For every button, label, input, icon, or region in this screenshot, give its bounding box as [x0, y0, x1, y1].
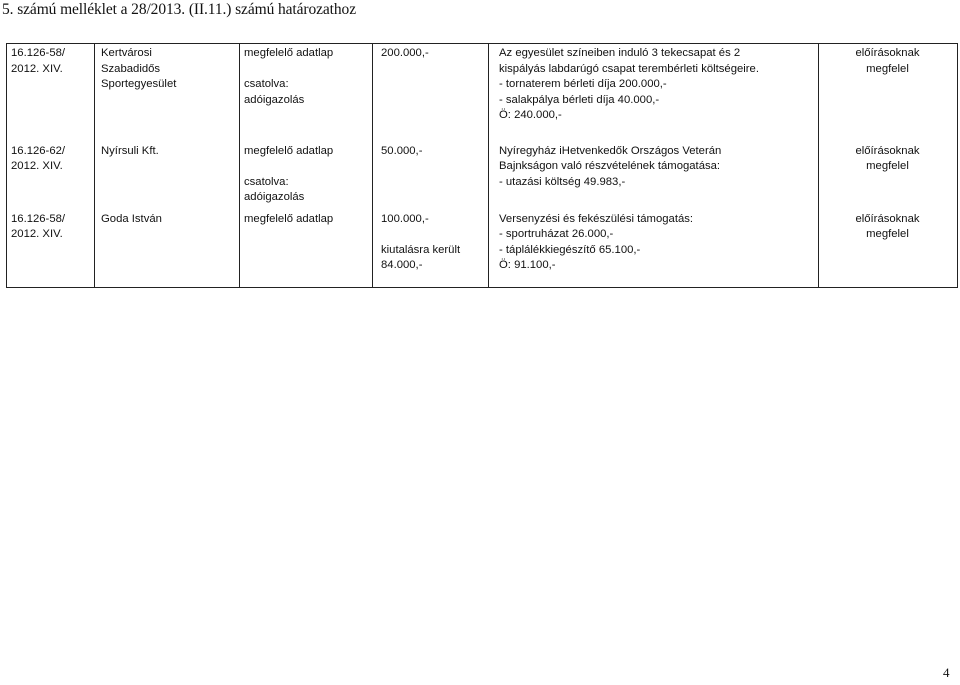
documents-line: csatolva:: [244, 78, 289, 90]
case-number-line: 2012. XIV.: [11, 228, 63, 240]
documents-cell: [240, 212, 373, 288]
table-row: [7, 44, 958, 144]
purpose-line: - sportruházat 26.000,-: [499, 228, 614, 240]
amount-line: kiutalásra került: [381, 243, 461, 256]
grant-table: [6, 43, 958, 288]
amount-line: 100.000,-: [381, 212, 429, 225]
case-number-line: 16.126-62/: [11, 144, 66, 157]
status-line: előírásoknak: [855, 212, 920, 225]
amount-cell: [373, 144, 489, 212]
purpose-line: Versenyzési és fekészülési támogatás:: [499, 212, 694, 225]
purpose-line: - táplálékkiegészítő 65.100,-: [499, 243, 641, 256]
purpose-line: kispályás labdarúgó csapat terembérleti költségeire.: [499, 62, 759, 75]
documents-cell: [240, 44, 373, 144]
case-number-cell: [7, 144, 95, 212]
amount-cell: [373, 44, 489, 144]
status-line: megfelel: [866, 62, 909, 75]
purpose-line: Bajnkságon való részvételének támogatása:: [499, 160, 721, 172]
documents-line: adóigazolás: [244, 93, 305, 106]
purpose-line: Az egyesület színeiben induló 3 tekecsapat és 2: [499, 47, 741, 59]
purpose-line: Nyíregyház iHetvenkedők Országos Veterán: [499, 144, 722, 157]
case-number-line: 2012. XIV.: [11, 62, 63, 75]
amount-line: 84.000,-: [381, 259, 423, 271]
applicant-cell: [95, 212, 240, 288]
applicant-line: Sportegyesület: [101, 78, 177, 90]
status-cell: [819, 144, 958, 212]
purpose-line: Ö: 240.000,-: [499, 109, 562, 121]
purpose-line: - salakpálya bérleti díja 40.000,-: [499, 93, 660, 106]
status-line: előírásoknak: [855, 144, 920, 157]
amount-line: 200.000,-: [381, 47, 429, 59]
purpose-line: - utazási költség 49.983,-: [499, 175, 626, 188]
table-row: [7, 212, 958, 288]
status-cell: [819, 44, 958, 144]
applicant-cell: [95, 144, 240, 212]
status-line: előírásoknak: [855, 47, 920, 59]
documents-line: adóigazolás: [244, 191, 305, 203]
status-line: megfelel: [866, 228, 909, 240]
case-number-cell: [7, 212, 95, 288]
documents-cell: [240, 144, 373, 212]
purpose-cell: [489, 212, 819, 288]
amount-cell: [373, 212, 489, 288]
applicant-line: Goda István: [101, 212, 162, 225]
documents-line: csatolva:: [244, 175, 289, 188]
documents-line: megfelelő adatlap: [244, 144, 334, 157]
table-row: [7, 144, 958, 212]
case-number-line: 2012. XIV.: [11, 160, 63, 172]
case-number-cell: [7, 44, 95, 144]
case-number-line: 16.126-58/: [11, 47, 66, 59]
applicant-line: Nyírsuli Kft.: [101, 144, 159, 157]
status-line: megfelel: [866, 160, 909, 172]
documents-line: megfelelő adatlap: [244, 47, 334, 59]
purpose-cell: [489, 44, 819, 144]
applicant-line: Szabadidős: [101, 62, 161, 75]
purpose-line: - tornaterem bérleti díja 200.000,-: [499, 78, 667, 90]
page-header: 5. számú melléklet a 28/2013. (II.11.) számú határozathoz: [2, 1, 356, 18]
applicant-cell: [95, 44, 240, 144]
page-number: 4: [943, 665, 950, 680]
purpose-cell: [489, 144, 819, 212]
applicant-line: Kertvárosi: [101, 47, 152, 59]
documents-line: megfelelő adatlap: [244, 212, 334, 225]
amount-line: 50.000,-: [381, 144, 423, 157]
purpose-line: Ö: 91.100,-: [499, 259, 556, 271]
status-cell: [819, 212, 958, 288]
case-number-line: 16.126-58/: [11, 212, 66, 225]
